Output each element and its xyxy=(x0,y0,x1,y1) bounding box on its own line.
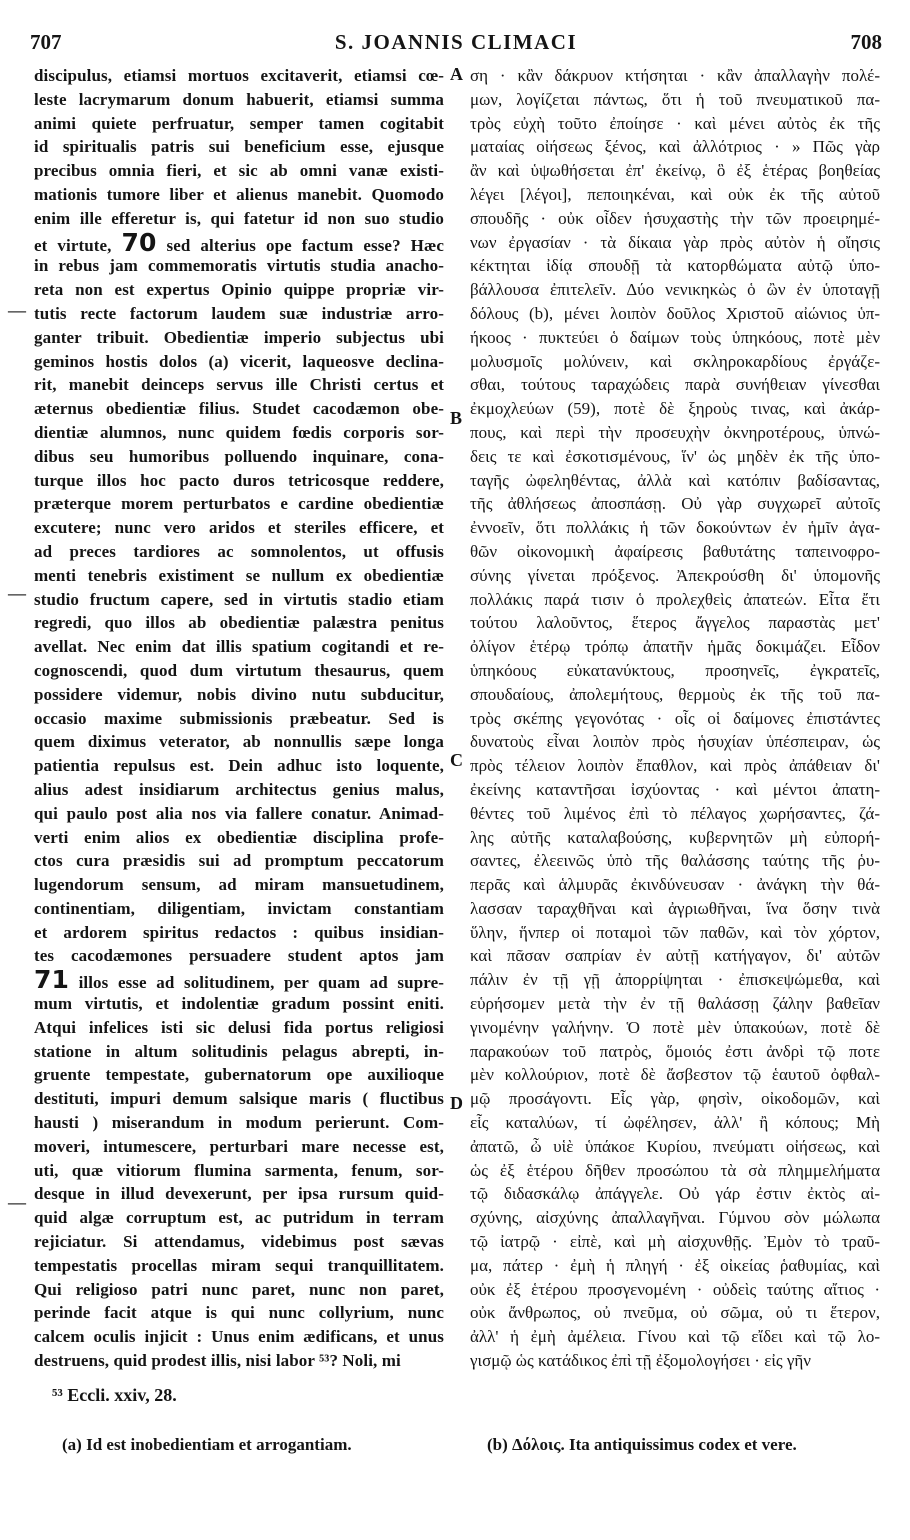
text-line: quem diximus veterator, ab nonnullis sæpe longa xyxy=(34,732,444,752)
margin-mark: — xyxy=(8,583,26,603)
text-line: ήκοος · πυκτεύει ὁ δαίμων τοὺς ὑπηκόους, ποτὲ μὲν xyxy=(470,327,880,347)
text-line: ganter tribuit. Obedientiæ imperio subjectus ubi xyxy=(34,327,444,347)
text-line: ὀλίγον ἑτέρῳ τρόπῳ ἀπατῆν ἡμᾶς δοκιμάζει. Εἶδον xyxy=(470,637,880,657)
section-marker-b: B xyxy=(450,408,463,428)
text-line: studio fructum capere, sed in virtutis stadio etiam xyxy=(34,589,444,609)
text-line: hausti ) miserandum in modum perierunt. Com- xyxy=(34,1113,444,1133)
text-line: ctos cura præsidis sui ad promptum peccatorum xyxy=(34,851,444,871)
text-line: gruente tempestate, gubernatorum ope auxilioque xyxy=(34,1065,444,1085)
text-line: ἂν καὶ ὑψωθήσεται ἐπ' ἐκείνῳ, ὃ ἐξ ἑτέρας βοηθείας xyxy=(470,161,880,181)
text-line: τῷ διδασκάλῳ ἀπάγγελε. Οὐ γάρ ἐστιν ἐκτὸς αἰ- xyxy=(470,1184,880,1204)
page-number-right: 708 xyxy=(850,30,882,54)
text-line: occasio maxime submissionis præbeatur. Sed is xyxy=(34,708,444,728)
text-line: ἀπατῶ, ὦ υἱὲ ὑπάκοε Κυρίου, πνεύματι οἰήσεως, καὶ xyxy=(470,1136,880,1156)
text-line: λέγει [λέγοι], πεποιηκέναι, καὶ οὐκ ἐκ τῆς αὐτοῦ xyxy=(470,184,880,204)
text-line: λης αὐτῆς καταλαβούσης, κυβερνητῶν μὴ εὐπορή- xyxy=(470,827,880,847)
text-line: tes cacodæmones persuadere student aptos jam xyxy=(34,946,444,966)
footnote-a: (a) Id est inobedientiam et arrogantiam. xyxy=(62,1435,352,1454)
text-line: lugendorum sensum, ad miram mansuetudinem, xyxy=(34,875,444,895)
text-line: μα, πάτερ · ἐμὴ ἡ πληγή · ἐξ οἰκείας ῥαθυμίας, καὶ xyxy=(470,1255,880,1275)
text-line: σπουδαίους, ἀπολεμήτους, θερμοὺς ἐκ τῆς τοῦ πα- xyxy=(470,684,880,704)
margin-mark: — xyxy=(8,300,26,320)
text-line: σαντες, ἐλεεινῶς ὑπὸ τῆς θαλάσσης ταύτης τῆς ῥυ- xyxy=(470,851,880,871)
text-line: et virtute, 70 sed alterius ope factum esse? Hæc xyxy=(34,231,444,255)
text-line: σύνης γίνεται πρόξενος. Ἀπεκρούσθη δι' ὑπομονῆς xyxy=(470,565,880,585)
text-line: mum virtutis, et indolentiæ gradum possint eniti. xyxy=(34,994,444,1014)
text-line: οὐκ ἄνθρωπος, οὐ πνεῦμα, οὐ σῶμα, οὐ τι ἕτερον, xyxy=(470,1303,880,1323)
text-line: εἷς καταλύων, τί ὠφέλησεν, ἀλλ' ἢ κόπους; Μὴ xyxy=(470,1113,880,1133)
text-line: περᾶς καὶ ἁλμυρᾶς ἐκινδύνευσαν · ἀνάγκη τὴν θά- xyxy=(470,875,880,895)
text-line: discipulus, etiamsi mortuos excitaverit, etiamsi cœ- xyxy=(34,66,444,85)
text-line: geminos hostis dolos (a) vicerit, laqueosve declina- xyxy=(34,351,444,371)
page-header xyxy=(30,30,882,62)
text-line: τούτου λαλοῦντος, ἕτερος ἄγγελος παραστὰς μετ' xyxy=(470,613,880,633)
text-line: γισμῷ ὡς κατάδικος ἐπὶ τῇ ἐξομολογήσει · εἰς γῆν xyxy=(470,1351,811,1371)
text-line: destruens, quid prodest illis, nisi labor ⁵³? Noli, mi xyxy=(34,1351,401,1371)
text-line: ἐκμοχλεύων (59), ποτὲ δὲ ξηροὺς τινας, καὶ ἀκάρ- xyxy=(470,399,880,419)
section-marker-d: D xyxy=(450,1093,463,1113)
text-line: excutere; nunc vero aridos et steriles efficere, et xyxy=(34,518,444,538)
text-line: ματαίας οἰήσεως ξένος, καὶ ἀλλότριος · » Πῶς γὰρ xyxy=(470,137,880,157)
text-line: Qui religioso patri nunc paret, nunc non paret, xyxy=(34,1279,444,1299)
text-line: calcem oculis injicit : Unus enim ædificans, et unus xyxy=(34,1327,444,1347)
greek-column xyxy=(470,64,880,1373)
text-line: ὑπηκόους εὐκατανύκτους, προσηνεῖς, ἐγκρατεῖς, xyxy=(470,660,880,680)
text-line: præterque morem perturbatos e cardine obedientiæ xyxy=(34,494,444,514)
text-line: precibus omnia fieri, et sic ab omni vanæ existi- xyxy=(34,161,444,181)
text-line: æternus obedientiæ filius. Studet cacodæmon obe- xyxy=(34,399,444,419)
text-line: possidere videmur, nobis divino nutu subducitur, xyxy=(34,684,444,704)
text-line: destituti, impuri demum salsique maris ( fluctibus xyxy=(34,1089,444,1109)
text-line: id spiritualis patris sui beneficium esse, ejusque xyxy=(34,137,444,157)
column-number: 71 xyxy=(34,968,69,993)
text-line: rejiciatur. Si attendamus, videbimus post sævas xyxy=(34,1232,444,1252)
text-line: desque in illud devexerunt, per ipsa rursum quid- xyxy=(34,1184,444,1204)
text-line: πάλιν ἐν τῇ γῇ ἀπορρίψηται · ἐπισκεψώμεθα, καὶ xyxy=(470,970,880,990)
text-line: καὶ πᾶσαν σαπρίαν ἐν αὐτῇ κατήγαγον, δι' αὐτῶν xyxy=(470,946,880,966)
text-line: βάλλουσα ἐπιτελεῖν. Δύο νενικηκὼς ὁ ὢν ἐν ὑποταγῇ xyxy=(470,280,880,300)
text-line: ἐκείνης καταντῆσαι ἰσχύοντας · καὶ μέντοι ἀπατη- xyxy=(470,779,880,799)
text-line: ἐννοεῖν, ὅτι πολλάκις ἡ τῶν δοκούντων ἐν ἡμῖν ἀγα- xyxy=(470,518,880,538)
text-line: statione in altum solitudinis pelagus abrepti, in- xyxy=(34,1041,444,1061)
text-line: mationis tumore liber et alienus manebit. Quomodo xyxy=(34,184,444,204)
text-line: μῷ προσάγοντι. Εἷς γὰρ, φησὶν, οἰκοδομῶν, καὶ xyxy=(470,1089,880,1109)
text-line: ὕλην, ἥνπερ οἱ ποταμοὶ τῶν παθῶν, καὶ τὸν χόρτον, xyxy=(470,922,880,942)
text-line: ad preces tardiores ac somnolentos, ut offusis xyxy=(34,541,444,561)
text-line: μολυσμοῖς μολύνειν, καὶ σκληροκαρδίους ἐργάζε- xyxy=(470,351,880,371)
text-line: quid algæ corruptum est, ac putridum in terram xyxy=(34,1208,444,1228)
text-line: cognoscendi, quod dum virtutum thesaurus, quem xyxy=(34,660,444,680)
text-line: rit, manebit deinceps servus ille Christi certus et xyxy=(34,375,444,395)
text-line: παρακούων τοῦ πατρὸς, ὅμοιός ἐστι ἀνδρὶ τῷ ποτε xyxy=(470,1041,880,1061)
text-line: regredi, quo illos ab obedientiæ palæstra penitus xyxy=(34,613,444,633)
text-line: leste lacrymarum donum habuerit, etiamsi summa xyxy=(34,89,444,109)
text-line: Atqui infelices isti sic delusi fida portus religiosi xyxy=(34,1017,444,1037)
text-line: 71 illos esse ad solitudinem, per quam ad supre- xyxy=(34,968,444,992)
text-line: μων, λογίζεται πάντως, ὅτι ἡ τοῦ πνευματικοῦ πα- xyxy=(470,89,880,109)
margin-mark: — xyxy=(8,1192,26,1212)
text-line: δόλους (b), μένει λοιπὸν δοῦλος Χριστοῦ αἰώνιος ὑπ- xyxy=(470,303,880,323)
text-line: dibus seu humoribus polluendo inquinare, cona- xyxy=(34,446,444,466)
text-line: γινομένην γαλήνην. Ὁ ποτὲ μὲν ὑπακούων, ποτὲ δὲ xyxy=(470,1017,880,1037)
text-line: continentiam, diligentiam, invictam constantiam xyxy=(34,898,444,918)
text-line: moveri, intumescere, perturbari mare necesse est, xyxy=(34,1136,444,1156)
footnote-reference: ⁵³ Eccli. xxiv, 28. xyxy=(52,1385,177,1405)
latin-column xyxy=(34,64,444,1373)
text-line: πρὸς τέλειον λοιπὸν ἔπαθλον, καὶ πρὸς ἀπάθειαν δι' xyxy=(470,756,880,776)
text-line: σχύνης, αἰσχύνης ἀπαλλαγῆναι. Γύμνου σὸν μώλωπα xyxy=(470,1208,880,1228)
text-line: τῆς ἀθλήσεως ἀποσπάσῃ. Οὐ γὰρ συγχωρεῖ αὐτοῖς xyxy=(470,494,880,514)
text-line: alius adest insidiarum architectus genius malus, xyxy=(34,779,444,799)
text-line: dientiæ alumnos, nunc quidem fœdis corporis sor- xyxy=(34,422,444,442)
footnote-b: (b) Δόλοις. Ita antiquissimus codex et vere. xyxy=(487,1435,797,1454)
text-line: σθαι, τούτους ταραχώδεις παρὰ συνήθειαν γίνεσθαι xyxy=(470,375,880,395)
text-line: κέκτηται ἰδίᾳ σπουδῇ τὰ κατορθώματα αὐτῷ ὑπο- xyxy=(470,256,880,276)
text-line: εὑρήσομεν μετὰ τὴν ἐν τῇ θαλάσσῃ ζάλην βαθεῖαν xyxy=(470,994,880,1014)
section-marker-a: A xyxy=(450,64,463,84)
text-line: qui paulo post alia nos via fallere conatur. Animad- xyxy=(34,803,444,823)
text-line: πολλάκις παρά τισιν ὁ προλεχθεὶς ἀπατεών. Εἶτα ἔτι xyxy=(470,589,880,609)
text-line: perinde facit atque is qui nunc collyrium, nunc xyxy=(34,1303,444,1323)
text-line: ὡς ἐξ ἑτέρου δῆθεν προσώπου τὰ σὰ πλημμελήματα xyxy=(470,1160,880,1180)
text-line: οὐκ ἐξ ἑτέρου προσγενομένη · οὐδεὶς ταύτης αἴτιος · xyxy=(470,1279,880,1299)
text-line: ἀλλ' ἡ ἐμὴ ἀμέλεια. Γίνου καὶ τῷ εἴδει καὶ τῷ λο- xyxy=(470,1327,880,1347)
text-line: tempestatis procellas miram sequi tranquillitatem. xyxy=(34,1255,444,1275)
text-line: animi quiete perfruatur, semper tamen cogitabit xyxy=(34,113,444,133)
text-line: ση · κἂν δάκρυον κτήσηται · κἂν ἀπαλλαγὴν πολέ- xyxy=(470,66,880,85)
text-line: λασσαν ταραχθῆναι καὶ ἀγριωθῆναι, ἵνα ὅσην τινὰ xyxy=(470,898,880,918)
column-number: 70 xyxy=(121,230,157,255)
text-line: δεις τε καὶ ἐσκοτισμένους, ἵν' ὡς μηδὲν ἐκ τῆς ὑπο- xyxy=(470,446,880,466)
text-line: menti tenebris existiment se nullum ex obedientiæ xyxy=(34,565,444,585)
text-line: reta non est expertus Opinio quippe propriæ vir- xyxy=(34,280,444,300)
text-line: τρὸς εὐχὴ τοῦτο ἐποίησε · καὶ μένει αὐτὸς ἐκ τῆς xyxy=(470,113,880,133)
text-line: uti, quæ vitiorum flumina sarmenta, fenum, sor- xyxy=(34,1160,444,1180)
text-line: σπουδῆς · οὐκ οἶδεν ἡσυχαστὴς τὴν τῶν προειρημέ- xyxy=(470,208,880,228)
text-line: enim ille efferetur is, qui fatetur id non suo studio xyxy=(34,208,444,228)
text-line: μὲν κολλούριον, ποτὲ δὲ ἄσβεστον τῷ ἑαυτοῦ ὀφθαλ- xyxy=(470,1065,880,1085)
text-line: δυνατοὺς εἶναι λοιπὸν πρὸς ἡσυχίαν ὑπέσπειραν, ὡς xyxy=(470,732,880,752)
text-line: patientia repulsus est. Dein adhuc isto loquente, xyxy=(34,756,444,776)
text-line: verti enim alios ex obedientiæ disciplina profe- xyxy=(34,827,444,847)
text-line: θέντες τοῦ λιμένος ἐπὶ τὸ πέλαγος χωρήσαντες, ζά- xyxy=(470,803,880,823)
section-marker-c: C xyxy=(450,750,463,770)
text-line: νων ἐργασίαν · τὰ δίκαια γὰρ πρὸς αὐτὸν ἡ οἴησις xyxy=(470,232,880,252)
text-line: et ardorem spiritus redactos : quibus insidian- xyxy=(34,922,444,942)
running-title: S. JOANNIS CLIMACI xyxy=(334,30,578,54)
text-line: ταγῆς ὠφεληθέντας, ἀλλὰ καὶ κατόπιν βαδίσαντας, xyxy=(470,470,880,490)
text-line: turque illos hoc pacto duros tetricosque reddere, xyxy=(34,470,444,490)
text-line: avellat. Nec enim dat illis spatium cogitandi et re- xyxy=(34,637,444,657)
page-number-left: 707 xyxy=(30,30,62,54)
text-line: θῶν οἰκονομικὴ ἀφαίρεσις βαθυτάτης ταπεινοφρο- xyxy=(470,541,880,561)
text-line: tutis recte factorum laudem suæ industriæ arro- xyxy=(34,303,444,323)
text-line: τρὸς σκέπης γεγονότας · οἷς οἱ δαίμονες ἐπιστάντες xyxy=(470,708,880,728)
text-line: τῷ ἰατρῷ · εἰπὲ, καὶ μὴ αἰσχυνθῇς. Ἐμὸν τὸ τραῦ- xyxy=(470,1232,880,1252)
text-line: in rebus jam commemoratis virtutis studia anacho- xyxy=(34,256,444,276)
text-line: πους, καὶ περὶ τὴν προσευχὴν ὀκνηροτέρους, ὑπνώ- xyxy=(470,422,880,442)
